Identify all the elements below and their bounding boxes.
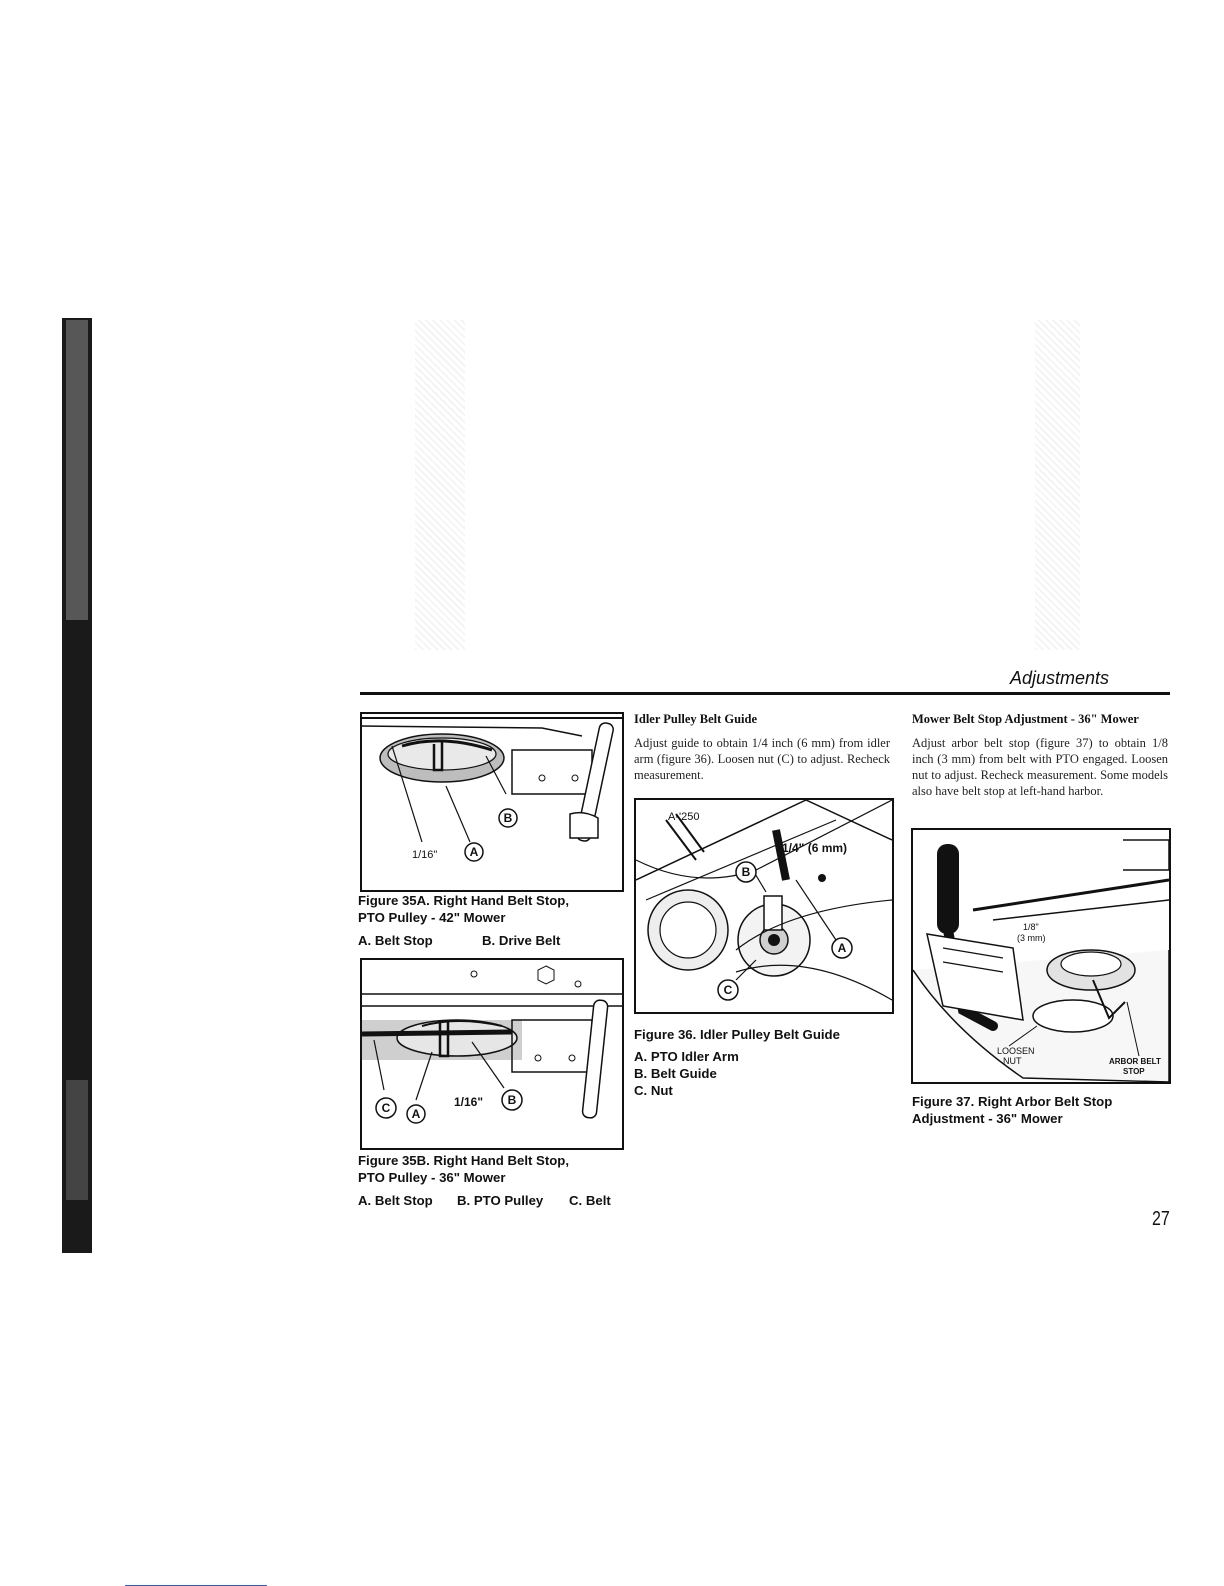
figure-35b-caption-line2: PTO Pulley - 36" Mower bbox=[358, 1170, 506, 1185]
figure-36-code: A-'250 bbox=[668, 811, 700, 823]
figure-36-callout-c: C bbox=[723, 983, 733, 997]
figure-37-caption-line1: Figure 37. Right Arbor Belt Stop bbox=[912, 1094, 1113, 1109]
figure-35b-illustration bbox=[360, 958, 624, 1150]
figure-35a-callout-b: B bbox=[503, 811, 513, 825]
legend-item: A. PTO Idler Arm bbox=[634, 1049, 739, 1064]
page-number: 27 bbox=[1152, 1208, 1170, 1230]
figure-36-callout-a: A bbox=[837, 941, 847, 955]
legend-item: C. Nut bbox=[634, 1083, 673, 1098]
figure-37-caption bbox=[912, 1093, 1112, 1127]
figure-35b-callout-c: C bbox=[381, 1101, 391, 1115]
figure-35a-callout-a: A bbox=[469, 845, 479, 859]
figure-37-loosen-line1: LOOSEN bbox=[997, 1046, 1035, 1056]
figure-35a-legend bbox=[358, 932, 560, 949]
figure-35a-caption-line2: PTO Pulley - 42" Mower bbox=[358, 910, 506, 925]
figure-35b-caption-line1: Figure 35B. Right Hand Belt Stop, bbox=[358, 1153, 570, 1168]
figure-35a-caption-line1: Figure 35A. Right Hand Belt Stop, bbox=[358, 893, 570, 908]
figure-37-loosen-line2: NUT bbox=[1003, 1056, 1022, 1066]
legend-item: A. Belt Stop bbox=[358, 1193, 433, 1208]
mower-section-body: Adjust arbor belt stop (figure 37) to obtain 1/8 inch (3 mm) from belt with PTO engaged. Loosen nut to adjust. Recheck measurement. Some models also have belt stop at left-hand harbor. bbox=[912, 736, 1168, 798]
mower-section-heading: Mower Belt Stop Adjustment - 36" Mower bbox=[912, 712, 1139, 726]
figure-36-caption: Figure 36. Idler Pulley Belt Guide bbox=[634, 1027, 840, 1042]
figure-36-dimension: 1/4" (6 mm) bbox=[782, 841, 848, 855]
figure-35b-legend bbox=[358, 1192, 611, 1209]
figure-37-stop-line1: ARBOR BELT bbox=[1109, 1057, 1161, 1066]
idler-section-heading: Idler Pulley Belt Guide bbox=[634, 712, 758, 726]
legend-item: A. Belt Stop bbox=[358, 933, 433, 948]
legend-item: B. Drive Belt bbox=[482, 933, 561, 948]
legend-item: C. Belt bbox=[569, 1193, 611, 1208]
figure-35a-illustration bbox=[360, 712, 624, 892]
figure-36-illustration bbox=[634, 798, 894, 1014]
figure-35a-caption bbox=[358, 892, 569, 926]
bleed-through-area bbox=[415, 320, 465, 650]
legend-item: B. PTO Pulley bbox=[457, 1193, 544, 1208]
figure-37-illustration bbox=[911, 828, 1171, 1084]
figure-35a-dimension: 1/16" bbox=[412, 849, 438, 861]
binding-edge-shade bbox=[66, 320, 88, 620]
figure-36-legend bbox=[634, 1048, 739, 1099]
figure-37-stop-line2: STOP bbox=[1123, 1067, 1145, 1076]
figure-36-callout-b: B bbox=[741, 865, 751, 879]
legend-item: B. Belt Guide bbox=[634, 1066, 717, 1081]
header-rule bbox=[360, 692, 1170, 695]
binding-edge-shade bbox=[66, 1080, 88, 1200]
section-title: Adjustments bbox=[1010, 668, 1110, 688]
figure-35b-caption bbox=[358, 1152, 569, 1186]
bleed-through-area bbox=[1035, 320, 1080, 650]
figure-37-dimension-line1: 1/8" bbox=[1023, 922, 1039, 932]
figure-35b-callout-a: A bbox=[411, 1107, 421, 1121]
figure-37-caption-line2: Adjustment - 36" Mower bbox=[912, 1111, 1063, 1126]
figure-35b-dimension: 1/16" bbox=[454, 1095, 484, 1109]
figure-35b-callout-b: B bbox=[507, 1093, 517, 1107]
idler-section-body: Adjust guide to obtain 1/4 inch (6 mm) from idler arm (figure 36). Loosen nut (C) to adjust. Recheck measurement. bbox=[634, 736, 890, 782]
figure-37-dimension-line2: (3 mm) bbox=[1017, 933, 1046, 943]
